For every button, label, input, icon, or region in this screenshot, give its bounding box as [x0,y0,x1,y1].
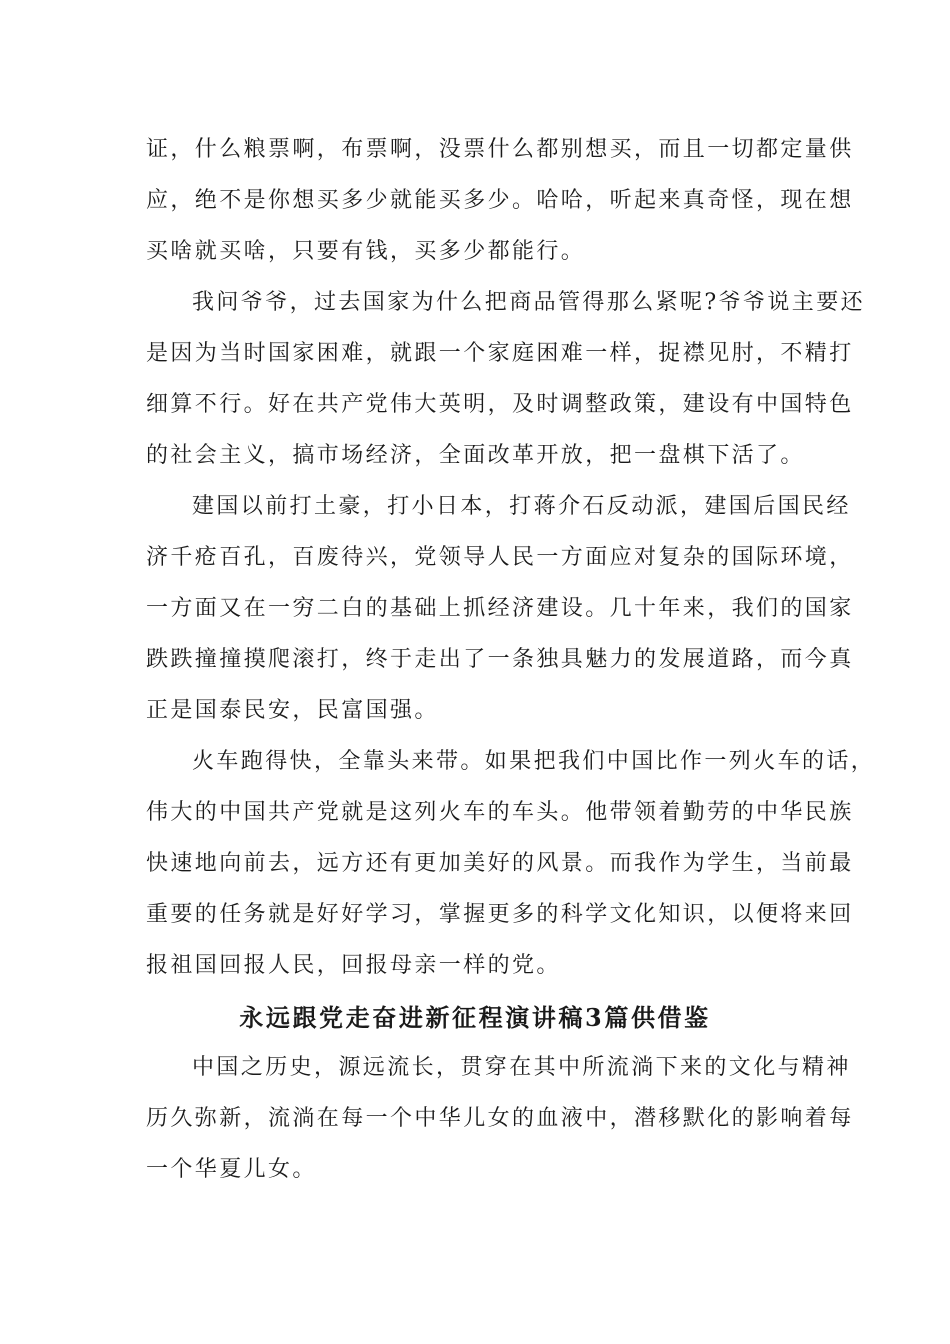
section-heading: 永远跟党走奋进新征程演讲稿3篇供借鉴 [239,1003,711,1032]
paragraph-line: 伟大的中国共产党就是这列火车的车头。他带领着勤劳的中华民族 [146,800,854,825]
paragraph-line: 我问爷爷，过去国家为什么把商品管得那么紧呢?爷爷说主要还 [192,290,865,315]
paragraph-line: 细算不行。好在共产党伟大英明，及时调整政策，建设有中国特色 [146,392,854,417]
paragraph-line: 的社会主义，搞市场经济，全面改革开放，把一盘棋下活了。 [146,443,805,468]
paragraph-line: 应，绝不是你想买多少就能买多少。哈哈，听起来真奇怪，现在想 [146,188,854,213]
paragraph-line: 一个华夏儿女。 [146,1157,317,1182]
paragraph-line: 济千疮百孔，百废待兴，党领导人民一方面应对复杂的国际环境， [146,545,854,570]
paragraph-line: 重要的任务就是好好学习，掌握更多的科学文化知识，以便将来回 [146,902,854,927]
paragraph-line: 报祖国回报人民，回报母亲一样的党。 [146,953,561,978]
paragraph-line: 历久弥新，流淌在每一个中华儿女的血液中，潜移默化的影响着每 [146,1106,854,1131]
paragraph-line: 中国之历史，源远流长，贯穿在其中所流淌下来的文化与精神 [192,1055,851,1080]
paragraph-line: 建国以前打土豪，打小日本，打蒋介石反动派，建国后国民经 [192,494,851,519]
paragraph-line: 正是国泰民安，民富国强。 [146,698,439,723]
paragraph-line: 一方面又在一穷二白的基础上抓经济建设。几十年来，我们的国家 [146,596,854,621]
paragraph-line: 证，什么粮票啊，布票啊，没票什么都别想买，而且一切都定量供 [146,137,854,162]
paragraph-line: 买啥就买啥，只要有钱，买多少都能行。 [146,239,586,264]
paragraph-line: 是因为当时国家困难，就跟一个家庭困难一样，捉襟见肘，不精打 [146,341,854,366]
paragraph-line: 快速地向前去，远方还有更加美好的风景。而我作为学生，当前最 [146,851,854,876]
paragraph-line: 火车跑得快，全靠头来带。如果把我们中国比作一列火车的话， [192,749,876,774]
paragraph-line: 跌跌撞撞摸爬滚打，终于走出了一条独具魅力的发展道路，而今真 [146,647,854,672]
